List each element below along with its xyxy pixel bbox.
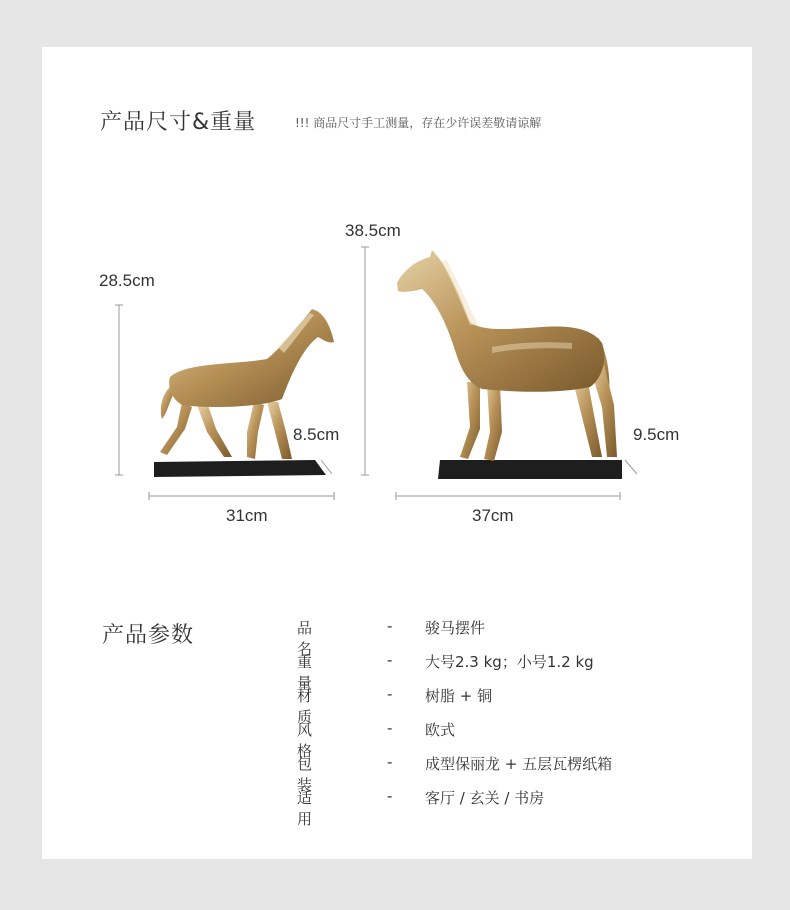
large-horse-depth-label: 9.5cm — [633, 425, 680, 444]
param-value: 树脂 + 铜 — [425, 687, 493, 705]
small-horse-figurine-icon — [154, 309, 334, 477]
measurement-note: !!! 商品尺寸手工测量，存在少许误差敬请谅解 — [295, 116, 542, 130]
large-horse-figurine-icon — [397, 250, 622, 479]
param-label: 材质 — [297, 687, 329, 726]
param-value: 大号2.3 kg；小号1.2 kg — [425, 653, 594, 671]
product-illustration — [42, 47, 752, 547]
product-panel — [42, 47, 752, 859]
params-section-title: 产品参数 — [102, 623, 195, 648]
large-horse-height-label: 38.5cm — [345, 221, 401, 240]
size-section-title: 产品尺寸&重量 — [100, 110, 257, 135]
large-horse-height-line — [361, 247, 369, 475]
param-dash: - — [387, 787, 393, 805]
large-horse-width-line — [396, 492, 620, 500]
small-horse-height-line — [115, 305, 123, 475]
param-dash: - — [387, 719, 393, 737]
param-value: 客厅 / 玄关 / 书房 — [425, 789, 545, 807]
small-horse-height-label: 28.5cm — [99, 271, 155, 290]
small-horse-width-line — [149, 492, 334, 500]
param-dash: - — [387, 685, 393, 703]
param-value: 欧式 — [425, 721, 456, 739]
param-dash: - — [387, 651, 393, 669]
param-dash: - — [387, 753, 393, 771]
param-value: 骏马摆件 — [425, 619, 486, 637]
param-label: 风格 — [297, 721, 329, 760]
param-label: 品名 — [297, 619, 329, 658]
small-horse-depth-label: 8.5cm — [293, 425, 340, 444]
param-label: 适用 — [297, 789, 329, 828]
large-horse-width-label: 37cm — [472, 506, 514, 525]
large-horse-depth-line — [625, 460, 637, 474]
param-label: 重量 — [297, 653, 329, 692]
param-label: 包装 — [297, 755, 329, 794]
small-horse-width-label: 31cm — [226, 506, 268, 525]
param-value: 成型保丽龙 + 五层瓦楞纸箱 — [425, 755, 613, 773]
param-dash: - — [387, 617, 393, 635]
